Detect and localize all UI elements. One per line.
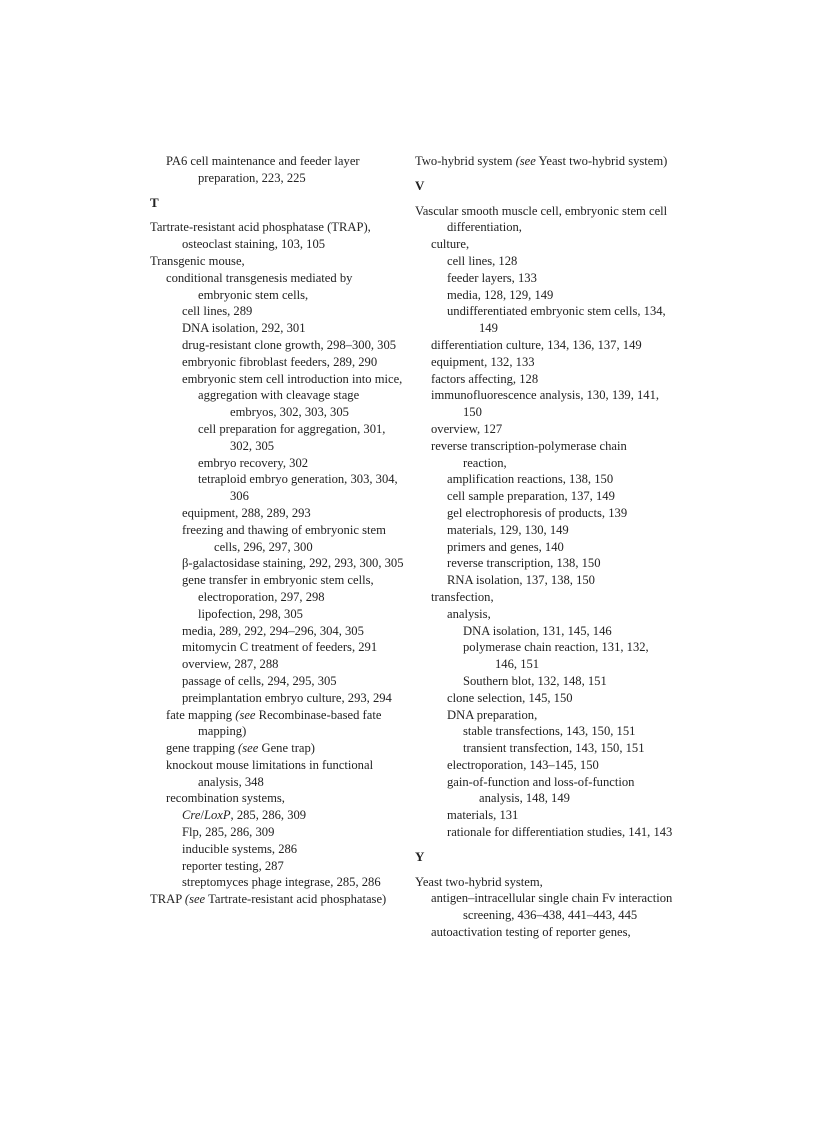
index-entry: materials, 131	[447, 808, 519, 823]
index-entry: electroporation, 297, 298	[198, 589, 325, 604]
entry-term: gene trapping	[166, 741, 239, 756]
see-reference: (see	[184, 892, 206, 907]
index-column-right	[415, 153, 673, 941]
entry-term: Two-hybrid system	[415, 154, 516, 168]
index-entry: recombination systems,	[166, 791, 285, 806]
index-entry: DNA isolation, 292, 301	[182, 321, 306, 336]
index-entry: reverse transcription-polymerase chain reaction,	[431, 438, 627, 470]
index-entry: Vascular smooth muscle cell, embryonic stem cell differentiation,	[415, 203, 668, 235]
index-entry: Flp, 285, 286, 309	[182, 825, 275, 840]
index-entry: PA6 cell maintenance and feeder layer preparation, 223, 225	[166, 154, 360, 185]
index-entry	[150, 891, 408, 908]
index-entry: β-galactosidase staining, 292, 293, 300, 305	[182, 556, 404, 571]
index-entry: factors affecting, 128	[431, 371, 539, 386]
index-entry: antigen–intracellular single chain Fv interaction screening, 436–438, 441–443, 445	[431, 891, 673, 923]
index-entry: Transgenic mouse,	[150, 253, 245, 268]
index-entry	[150, 807, 408, 824]
index-entry: inducible systems, 286	[182, 841, 298, 856]
index-entry: lipofection, 298, 305	[198, 606, 303, 621]
index-entry	[415, 153, 673, 170]
entry-term-italic: Cre	[182, 808, 201, 823]
index-entry: embryo recovery, 302	[198, 455, 309, 470]
index-entry: media, 289, 292, 294–296, 304, 305	[182, 623, 364, 638]
index-entry: polymerase chain reaction, 131, 132, 146, 151	[463, 640, 649, 672]
index-entry: Tartrate-resistant acid phosphatase (TRAP), osteoclast staining, 103, 105	[150, 220, 371, 252]
index-entry: Southern blot, 132, 148, 151	[463, 673, 607, 688]
index-entry: preimplantation embryo culture, 293, 294	[182, 690, 392, 705]
index-entry: streptomyces phage integrase, 285, 286	[182, 875, 381, 890]
index-entry: cell lines, 128	[447, 253, 518, 268]
index-entry: conditional transgenesis mediated by embryonic stem cells,	[166, 270, 353, 302]
index-entry: transient transfection, 143, 150, 151	[463, 741, 645, 756]
index-entry: media, 128, 129, 149	[447, 287, 554, 302]
index-entry: culture,	[431, 237, 470, 252]
index-entry	[150, 740, 408, 757]
index-entry: primers and genes, 140	[447, 539, 564, 554]
index-entry: Yeast two-hybrid system,	[415, 874, 543, 889]
index-column-left	[150, 153, 408, 908]
index-entry: gel electrophoresis of products, 139	[447, 505, 628, 520]
entry-target: Gene trap)	[258, 741, 315, 756]
index-letter-heading: T	[150, 194, 159, 210]
index-entry: gain-of-function and loss-of-function analysis, 148, 149	[447, 774, 635, 806]
entry-pages: , 285, 286, 309	[230, 808, 307, 823]
index-letter-heading: Y	[415, 848, 425, 864]
index-entry: tetraploid embryo generation, 303, 304, 306	[198, 472, 398, 504]
index-entry: drug-resistant clone growth, 298–300, 305	[182, 337, 397, 352]
entry-target: Recombinase-based fate mapping)	[198, 707, 382, 739]
index-entry: DNA isolation, 131, 145, 146	[463, 623, 612, 638]
index-entry: equipment, 288, 289, 293	[182, 505, 311, 520]
see-reference: (see	[235, 707, 256, 722]
index-entry: aggregation with cleavage stage embryos, 302, 303, 305	[198, 388, 360, 420]
see-reference: (see	[238, 741, 259, 756]
index-entry: mitomycin C treatment of feeders, 291	[182, 640, 378, 655]
index-entry: undifferentiated embryonic stem cells, 134, 149	[447, 304, 666, 336]
index-entry: equipment, 132, 133	[431, 354, 535, 369]
index-entry: overview, 127	[431, 421, 503, 436]
index-entry: cell preparation for aggregation, 301, 302, 305	[198, 421, 386, 453]
index-entry: cell lines, 289	[182, 304, 253, 319]
index-entry: knockout mouse limitations in functional analysis, 348	[166, 757, 374, 789]
index-entry: feeder layers, 133	[447, 270, 537, 285]
entry-target: Yeast two-hybrid system)	[535, 154, 668, 168]
index-entry: analysis,	[447, 606, 491, 621]
index-entry	[150, 707, 408, 741]
entry-target: Tartrate-resistant acid phosphatase)	[205, 892, 387, 907]
index-entry: reverse transcription, 138, 150	[447, 556, 601, 571]
index-entry: embryonic fibroblast feeders, 289, 290	[182, 354, 378, 369]
index-entry: rationale for differentiation studies, 141, 143	[447, 825, 673, 840]
index-entry: DNA preparation,	[447, 707, 538, 722]
index-entry: RNA isolation, 137, 138, 150	[447, 573, 595, 588]
index-entry: materials, 129, 130, 149	[447, 522, 569, 537]
entry-term: fate mapping	[166, 707, 236, 722]
index-entry: transfection,	[431, 589, 494, 604]
index-entry: amplification reactions, 138, 150	[447, 472, 614, 487]
index-entry: autoactivation testing of reporter genes,	[431, 925, 631, 940]
entry-separator: /	[200, 808, 204, 823]
index-entry: reporter testing, 287	[182, 858, 284, 873]
index-entry: passage of cells, 294, 295, 305	[182, 673, 337, 688]
index-entry: freezing and thawing of embryonic stem cells, 296, 297, 300	[182, 522, 386, 554]
index-entry: stable transfections, 143, 150, 151	[463, 724, 636, 739]
index-entry: cell sample preparation, 137, 149	[447, 489, 615, 504]
index-entry: overview, 287, 288	[182, 657, 279, 672]
entry-term-italic: LoxP	[203, 808, 231, 823]
index-entry: electroporation, 143–145, 150	[447, 757, 599, 772]
index-letter-heading: V	[415, 177, 425, 193]
index-entry: differentiation culture, 134, 136, 137, 149	[431, 337, 642, 352]
index-entry: clone selection, 145, 150	[447, 690, 573, 705]
index-entry: immunofluorescence analysis, 130, 139, 141, 150	[431, 388, 660, 420]
entry-term: TRAP	[150, 892, 185, 907]
index-entry: embryonic stem cell introduction into mice,	[182, 371, 403, 386]
see-reference: (see	[515, 154, 536, 168]
index-entry: gene transfer in embryonic stem cells,	[182, 573, 374, 588]
